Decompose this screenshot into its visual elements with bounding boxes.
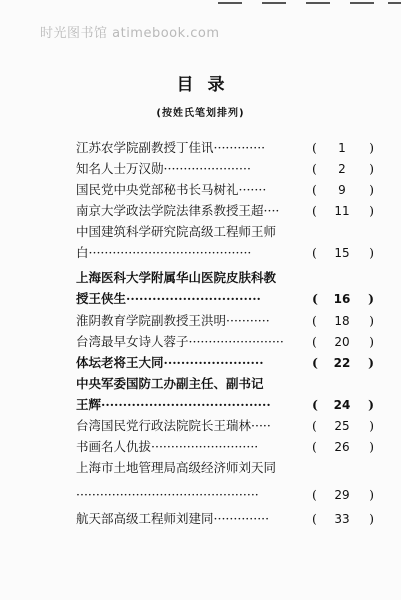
- page-subtitle: (按姓氏笔划排列): [156, 108, 245, 119]
- toc-entry-title: 国民党中央党部秘书长马树礼·······: [76, 182, 267, 197]
- top-border-rules: [218, 2, 401, 8]
- toc-entry-line1[interactable]: [76, 268, 376, 289]
- toc-entry-line1[interactable]: [76, 222, 376, 243]
- table-of-contents: [76, 138, 376, 530]
- toc-entry[interactable]: 体坛老将王大同······················· ( 22 ): [76, 353, 376, 374]
- page-title: 目录: [176, 75, 239, 95]
- toc-entry[interactable]: 书画名人仇拔··························· ( 26 ): [76, 437, 376, 458]
- toc-entry[interactable]: 江苏农学院副教授丁佳讯············· ( 1 ): [76, 138, 376, 159]
- toc-entry-title: 上海医科大学附属华山医院皮肤科教: [76, 270, 277, 285]
- toc-entry-title: 台湾最早女诗人蓉子························: [76, 334, 284, 349]
- toc-entry[interactable]: 知名人士万汉勋······················ ( 2 ): [76, 159, 376, 180]
- toc-entry-title: ··············································: [76, 487, 259, 502]
- toc-entry[interactable]: 白········································· ( 15 ): [76, 243, 376, 268]
- toc-entry-title: 白·········································: [76, 245, 252, 260]
- toc-entry-title: 知名人士万汉勋······················: [76, 161, 251, 176]
- toc-entry-title: 江苏农学院副教授丁佳讯·············: [76, 140, 266, 155]
- toc-entry-title: 王辉·······································: [76, 397, 271, 412]
- toc-entry-title: 授王侠生·······························: [76, 291, 261, 306]
- toc-entry[interactable]: 国民党中央党部秘书长马树礼······· ( 9 ): [76, 180, 376, 201]
- toc-entry[interactable]: 台湾最早女诗人蓉子························ ( 20 ): [76, 332, 376, 353]
- toc-entry-title: 南京大学政法学院法律系教授王超····: [76, 203, 280, 218]
- toc-entry[interactable]: 王辉······································· ( 24 ): [76, 395, 376, 416]
- toc-entry-line1[interactable]: [76, 374, 376, 395]
- toc-entry[interactable]: 南京大学政法学院法律系教授王超···· ( 11 ): [76, 201, 376, 222]
- toc-entry-title: 中国建筑科学研究院高级工程师王师: [76, 224, 277, 239]
- toc-entry-line1[interactable]: [76, 458, 376, 485]
- toc-entry[interactable]: 航天部高级工程师刘建同·············· ( 33 ): [76, 509, 376, 530]
- toc-entry[interactable]: 淮阴教育学院副教授王洪明··········· ( 18 ): [76, 311, 376, 332]
- toc-entry-title: 体坛老将王大同·······················: [76, 355, 264, 370]
- toc-entry-title: 上海市土地管理局高级经济师刘天同: [76, 460, 277, 475]
- toc-entry-title: 淮阴教育学院副教授王洪明···········: [76, 313, 270, 328]
- toc-entry-title: 书画名人仇拔···························: [76, 439, 259, 454]
- toc-entry[interactable]: 台湾国民党行政法院院长王瑞林····· ( 25 ): [76, 416, 376, 437]
- toc-entry[interactable]: ·············································· ( 29 ): [76, 485, 376, 509]
- toc-entry-title: 航天部高级工程师刘建同··············: [76, 511, 270, 526]
- toc-entry[interactable]: 授王侠生······························· ( 16 ): [76, 289, 376, 311]
- watermark: 时光图书馆 atimebook.com: [40, 26, 220, 41]
- toc-entry-title: 台湾国民党行政法院院长王瑞林·····: [76, 418, 271, 433]
- toc-entry-title: 中央军委国防工办副主任、副书记: [76, 376, 264, 391]
